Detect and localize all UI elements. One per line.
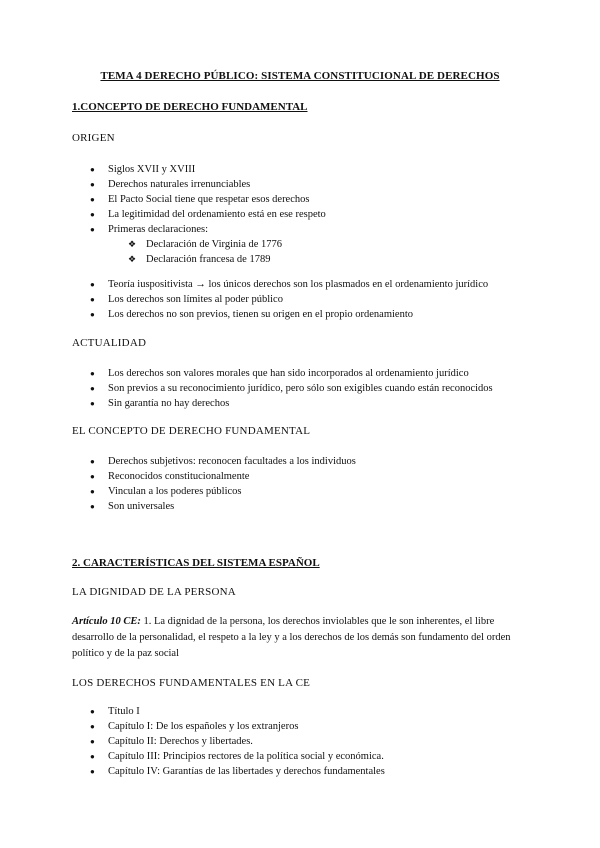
- origen-list: [90, 162, 326, 267]
- list-item: ● Son previos a su reconocimiento jurídico, pero sólo son exigibles cuando están reconocidos: [90, 383, 493, 394]
- list-item: ● Derechos naturales irrenunciables: [90, 179, 251, 190]
- list-item: ● Título I: [90, 706, 140, 717]
- bullet-icon: ●: [90, 767, 95, 776]
- bullet-icon: ●: [90, 752, 95, 761]
- origen-heading: ORIGEN: [72, 132, 115, 144]
- list-item: ● Los derechos son valores morales que han sido incorporados al ordenamiento jurídico: [90, 368, 469, 379]
- bullet-icon: ●: [90, 210, 95, 219]
- document-title: TEMA 4 DERECHO PÚBLICO: SISTEMA CONSTITUCIONAL DE DERECHOS: [100, 70, 500, 82]
- list-item: ● Derechos subjetivos: reconocen facultades a los individuos: [90, 456, 356, 467]
- bullet-icon: ●: [90, 280, 95, 289]
- concepto-heading: EL CONCEPTO DE DERECHO FUNDAMENTAL: [72, 425, 311, 437]
- list-item: ● Capítulo IV: Garantías de las libertades y derechos fundamentales: [90, 766, 385, 777]
- bullet-icon: ●: [90, 457, 95, 466]
- list-item: ● Los derechos no son previos, tienen su origen en el propio ordenamiento: [90, 309, 414, 320]
- derechos-ce-heading: LOS DERECHOS FUNDAMENTALES EN LA CE: [72, 677, 311, 689]
- bullet-icon: ●: [90, 487, 95, 496]
- bullet-icon: ●: [90, 707, 95, 716]
- concepto-list: [90, 454, 356, 514]
- dignidad-heading: LA DIGNIDAD DE LA PERSONA: [72, 586, 236, 598]
- declaraciones-sublist: [128, 237, 326, 267]
- sublist-item: ❖ Declaración francesa de 1789: [128, 254, 271, 265]
- bullet-icon: ●: [90, 180, 95, 189]
- bullet-icon: ●: [90, 502, 95, 511]
- bullet-icon: ●: [90, 310, 95, 319]
- list-item: ● Capítulo III: Principios rectores de la política social y económica.: [90, 751, 384, 762]
- list-item: ● Los derechos son límites al poder público: [90, 294, 283, 305]
- actualidad-heading: ACTUALIDAD: [72, 337, 147, 349]
- list-item: ● Reconocidos constitucionalmente: [90, 471, 250, 482]
- section1-heading: 1.CONCEPTO DE DERECHO FUNDAMENTAL: [72, 101, 308, 113]
- sublist-item: ❖ Declaración de Virginia de 1776: [128, 239, 283, 250]
- derechos-ce-list: [90, 704, 385, 779]
- articulo-10-paragraph: [72, 614, 528, 662]
- list-item: ● Siglos XVII y XVIII: [90, 164, 196, 175]
- list-item: ● Sin garantía no hay derechos: [90, 398, 230, 409]
- bullet-icon: ●: [90, 722, 95, 731]
- bullet-icon: ●: [90, 399, 95, 408]
- article-lead: Artículo 10 CE:: [72, 616, 141, 627]
- section2-heading: 2. CARACTERÍSTICAS DEL SISTEMA ESPAÑOL: [72, 557, 320, 569]
- origen-list-2: [90, 277, 488, 322]
- diamond-bullet-icon: ❖: [128, 254, 137, 264]
- list-item: ● Primeras declaraciones: ❖ Declaración de Virginia de 1776 ❖ Declaración francesa de 1789: [90, 222, 326, 267]
- list-item: ● El Pacto Social tiene que respetar esos derechos: [90, 194, 310, 205]
- list-item: ● Teoría iuspositivista → los únicos derechos son los plasmados en el ordenamiento jurídico: [90, 279, 489, 290]
- list-item: ● Son universales: [90, 501, 175, 512]
- bullet-icon: ●: [90, 369, 95, 378]
- diamond-bullet-icon: ❖: [128, 239, 137, 249]
- list-item: ● Capítulo II: Derechos y libertades.: [90, 736, 253, 747]
- bullet-icon: ●: [90, 384, 95, 393]
- article-text: 1. La dignidad de la persona, los derechos inviolables que le son inherentes, el libre desarrollo de la personalidad, el respeto a la ley y a los derechos de los demás son fundamento del orden político y de la paz social: [72, 616, 511, 659]
- actualidad-list: [90, 366, 493, 411]
- bullet-icon: ●: [90, 225, 95, 234]
- bullet-icon: ●: [90, 472, 95, 481]
- bullet-icon: ●: [90, 737, 95, 746]
- bullet-icon: ●: [90, 165, 95, 174]
- list-item: ● Vinculan a los poderes públicos: [90, 486, 242, 497]
- list-item: ● Capítulo I: De los españoles y los extranjeros: [90, 721, 299, 732]
- bullet-icon: ●: [90, 295, 95, 304]
- bullet-icon: ●: [90, 195, 95, 204]
- list-item: ● La legitimidad del ordenamiento está en ese respeto: [90, 209, 326, 220]
